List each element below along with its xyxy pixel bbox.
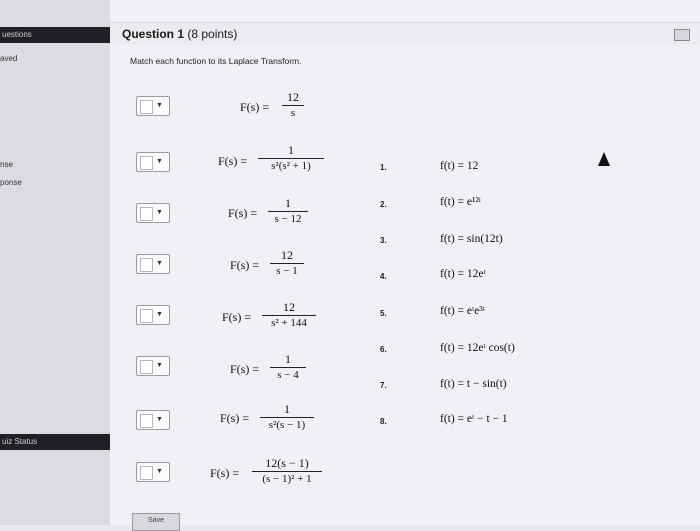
- transform-denominator-8: (s − 1)² + 1: [252, 471, 322, 485]
- transform-fraction-4: [270, 248, 304, 277]
- option-number-8: 8.: [380, 417, 387, 426]
- answer-select-4[interactable]: [136, 254, 170, 274]
- transform-numerator-1: 12: [287, 90, 299, 104]
- option-function-5: f(t) = eᵗe³ᵗ: [440, 305, 485, 317]
- transform-denominator-1: s: [282, 105, 304, 119]
- transform-numerator-7: 1: [284, 402, 290, 416]
- transform-denominator-7: s²(s − 1): [260, 417, 314, 431]
- option-function-7: f(t) = t − sin(t): [440, 378, 507, 390]
- questions-header: uestions: [0, 27, 110, 43]
- saved-status: aved: [0, 54, 18, 63]
- option-function-3: f(t) = sin(12t): [440, 233, 503, 245]
- question-header: [110, 22, 700, 45]
- transform-denominator-5: s² + 144: [262, 315, 316, 329]
- option-number-1: 1.: [380, 163, 387, 172]
- transform-lhs-8: F(s) =: [210, 466, 240, 480]
- option-number-5: 5.: [380, 309, 387, 318]
- mouse-cursor-icon: [598, 152, 610, 166]
- transform-lhs-5: F(s) =: [222, 310, 252, 324]
- transform-fraction-1: [282, 90, 304, 119]
- chevron-down-icon: ▼: [156, 102, 163, 109]
- transform-denominator-4: s − 1: [270, 263, 304, 277]
- option-function-1: f(t) = 12: [440, 160, 479, 172]
- answer-select-3[interactable]: [136, 203, 170, 223]
- response-label-2: ponse: [0, 178, 22, 187]
- option-function-6: f(t) = 12eᵗ cos(t): [440, 342, 515, 354]
- question-panel: [110, 0, 700, 525]
- transform-numerator-3: 1: [285, 196, 291, 210]
- question-points: (8 points): [187, 27, 238, 41]
- option-function-2: f(t) = e¹²ᵗ: [440, 196, 482, 208]
- option-number-3: 3.: [380, 236, 387, 245]
- transform-lhs-2: F(s) =: [218, 154, 248, 168]
- question-instruction: Match each function to its Laplace Transform.: [130, 56, 302, 66]
- quiz-status-header: uiz Status: [0, 434, 110, 450]
- answer-select-5[interactable]: [136, 305, 170, 325]
- transform-fraction-5: [262, 300, 316, 329]
- transform-numerator-8: 12(s − 1): [265, 456, 309, 470]
- transform-denominator-6: s − 4: [270, 367, 306, 381]
- transform-numerator-2: 1: [288, 143, 294, 157]
- transform-numerator-4: 12: [281, 248, 293, 262]
- answer-select-8[interactable]: [136, 462, 170, 482]
- chevron-down-icon: ▼: [156, 362, 163, 369]
- answer-select-2[interactable]: [136, 152, 170, 172]
- option-number-2: 2.: [380, 200, 387, 209]
- chevron-down-icon: ▼: [156, 209, 163, 216]
- save-button[interactable]: Save: [132, 513, 180, 531]
- answer-select-7[interactable]: [136, 410, 170, 430]
- chevron-down-icon: ▼: [156, 260, 163, 267]
- response-label: nse: [0, 160, 13, 169]
- transform-lhs-3: F(s) =: [228, 206, 258, 220]
- chevron-down-icon: ▼: [156, 158, 163, 165]
- option-number-6: 6.: [380, 345, 387, 354]
- transform-fraction-7: [260, 402, 314, 431]
- transform-lhs-4: F(s) =: [230, 258, 260, 272]
- answer-select-1[interactable]: [136, 96, 170, 116]
- transform-lhs-1: F(s) =: [240, 100, 270, 114]
- transform-fraction-8: [252, 456, 322, 485]
- transform-fraction-3: [268, 196, 308, 225]
- transform-lhs-6: F(s) =: [230, 362, 260, 376]
- flag-icon[interactable]: [674, 29, 690, 41]
- transform-numerator-5: 12: [283, 300, 295, 314]
- chevron-down-icon: ▼: [156, 468, 163, 475]
- transform-denominator-2: s²(s² + 1): [258, 158, 324, 172]
- transform-numerator-6: 1: [285, 352, 291, 366]
- transform-fraction-2: [258, 143, 324, 172]
- option-function-4: f(t) = 12eᵗ: [440, 268, 486, 280]
- chevron-down-icon: ▼: [156, 416, 163, 423]
- question-number: Question 1: [122, 27, 185, 41]
- option-function-8: f(t) = eᵗ − t − 1: [440, 413, 508, 425]
- question-sidebar: [0, 0, 110, 525]
- transform-denominator-3: s − 12: [268, 211, 308, 225]
- chevron-down-icon: ▼: [156, 311, 163, 318]
- answer-select-6[interactable]: [136, 356, 170, 376]
- question-title: [122, 27, 237, 41]
- transform-lhs-7: F(s) =: [220, 411, 250, 425]
- transform-fraction-6: [270, 352, 306, 381]
- option-number-4: 4.: [380, 272, 387, 281]
- option-number-7: 7.: [380, 381, 387, 390]
